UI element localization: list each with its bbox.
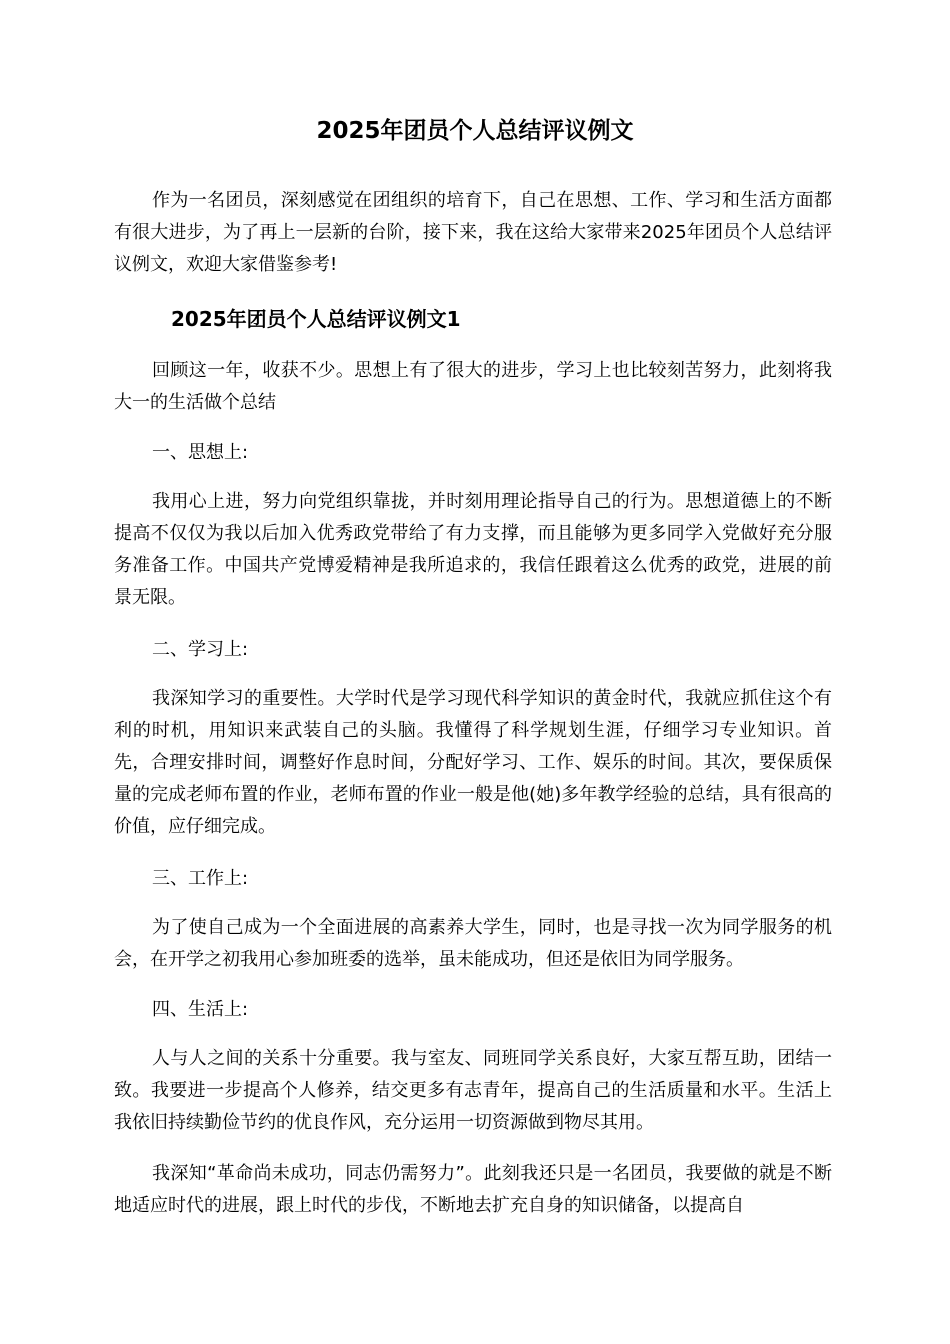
label-study: 二、学习上: bbox=[152, 639, 249, 660]
section-heading: 2025年团员个人总结评议例文1 bbox=[171, 307, 461, 331]
paragraph-conclusion: 我深知“革命尚未成功，同志仍需努力”。此刻我还只是一名团员，我要做的就是不断地适应时代的进展，跟上时代的步伐，不断地去扩充自身的知识储备，以提高自 bbox=[114, 1163, 832, 1216]
paragraph-review: 回顾这一年，收获不少。思想上有了很大的进步，学习上也比较刻苦努力，此刻将我大一的生活做个总结 bbox=[114, 360, 832, 413]
paragraph-work: 为了使自己成为一个全面进展的高素养大学生，同时，也是寻找一次为同学服务的机会，在开学之初我用心参加班委的选举，虽未能成功，但还是依旧为同学服务。 bbox=[114, 917, 832, 970]
paragraph-thought: 我用心上进，努力向党组织靠拢，并时刻用理论指导自己的行为。思想道德上的不断提高不仅仅为我以后加入优秀政党带给了有力支撑，而且能够为更多同学入党做好充分服务准备工作。中国共产党博爱精神是我所追求的，我信任跟着这么优秀的政党，进展的前景无限。 bbox=[114, 491, 832, 608]
paragraph-study: 我深知学习的重要性。大学时代是学习现代科学知识的黄金时代，我就应抓住这个有利的时机，用知识来武装自己的头脑。我懂得了科学规划生涯，仔细学习专业知识。首先，合理安排时间，调整好作息时间，分配好学习、工作、娱乐的时间。其次，要保质保量的完成老师布置的作业，老师布置的作业一般是他(她)多年教学经验的总结，具有很高的价值，应仔细完成。 bbox=[114, 688, 832, 837]
label-work: 三、工作上: bbox=[152, 868, 249, 889]
label-thought: 一、思想上: bbox=[152, 442, 249, 463]
paragraph-life: 人与人之间的关系十分重要。我与室友、同班同学关系良好，大家互帮互助，团结一致。我要进一步提高个人修养，结交更多有志青年，提高自己的生活质量和水平。生活上我依旧持续勤俭节约的优良作风，充分运用一切资源做到物尽其用。 bbox=[114, 1048, 832, 1133]
intro-paragraph: 作为一名团员，深刻感觉在团组织的培育下，自己在思想、工作、学习和生活方面都有很大进步，为了再上一层新的台阶，接下来，我在这给大家带来2025年团员个人总结评议例文，欢迎大家借鉴参考! bbox=[114, 190, 832, 275]
document-title: 2025年团员个人总结评议例文 bbox=[316, 118, 634, 144]
label-life: 四、生活上: bbox=[152, 999, 249, 1020]
